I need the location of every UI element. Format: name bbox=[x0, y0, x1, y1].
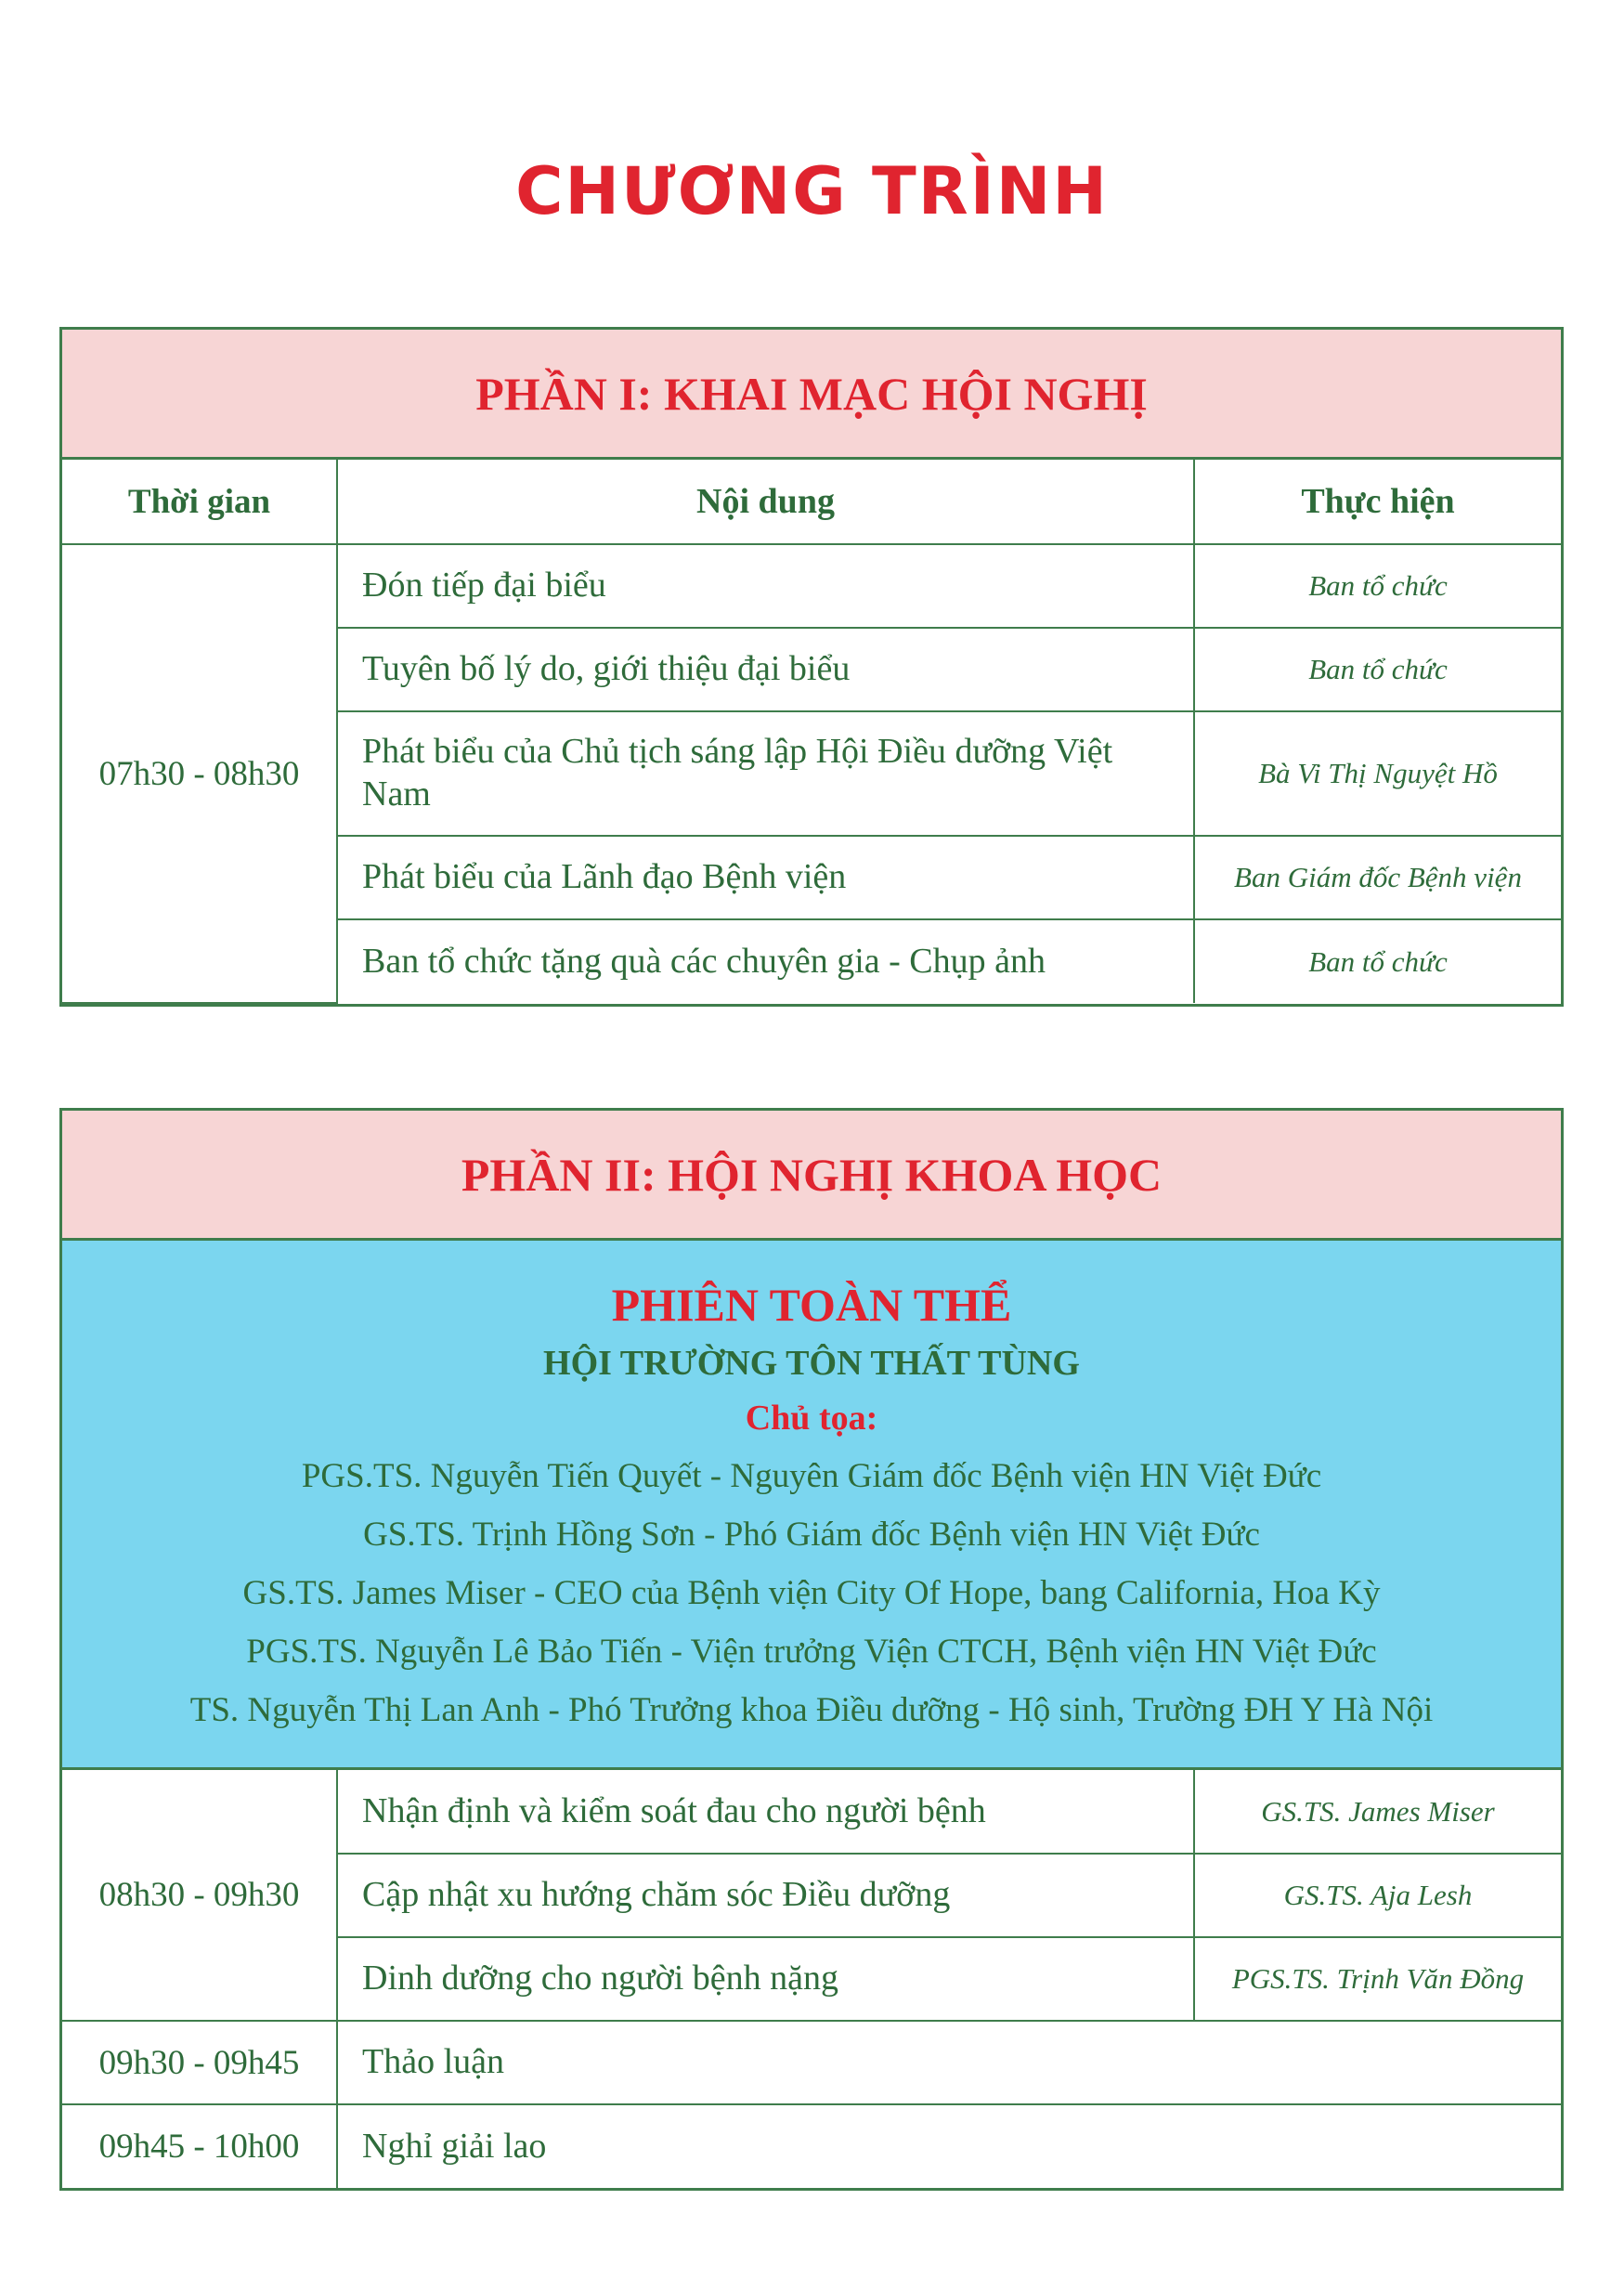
chair-label: Chủ tọa: bbox=[745, 1399, 878, 1438]
page-title: CHƯƠNG TRÌNH bbox=[515, 153, 1109, 229]
chair-person: GS.TS. Trịnh Hồng Sơn - Phó Giám đốc Bệnh viện HN Việt Đức bbox=[363, 1516, 1260, 1554]
row-exec: PGS.TS. Trịnh Văn Đồng bbox=[1194, 1937, 1561, 2021]
plenary-title: PHIÊN TOÀN THỂ bbox=[611, 1279, 1012, 1331]
row-content: Đón tiếp đại biểu bbox=[337, 544, 1194, 628]
chair-person: TS. Nguyễn Thị Lan Anh - Phó Trưởng khoa Điều dưỡng - Hộ sinh, Trường ĐH Y Hà Nội bbox=[189, 1691, 1434, 1729]
row-content: Nhận định và kiểm soát đau cho người bệnh bbox=[337, 1770, 1194, 1854]
part1-section bbox=[59, 327, 1564, 1007]
row-content: Phát biểu của Lãnh đạo Bệnh viện bbox=[337, 836, 1194, 919]
table-row bbox=[62, 2021, 1561, 2104]
row-content: Phát biểu của Chủ tịch sáng lập Hội Điều dưỡng Việt Nam bbox=[337, 711, 1194, 836]
part2-time1: 08h30 - 09h30 bbox=[62, 1770, 337, 2021]
plenary-block bbox=[62, 1241, 1561, 1770]
table-row bbox=[62, 1770, 1561, 1854]
row-exec: GS.TS. James Miser bbox=[1194, 1770, 1561, 1854]
row-content: Dinh dưỡng cho người bệnh nặng bbox=[337, 1937, 1194, 2021]
part1-heading: PHẦN I: KHAI MẠC HỘI NGHỊ bbox=[62, 330, 1561, 460]
row-exec: Ban tổ chức bbox=[1194, 919, 1561, 1003]
plenary-hall: HỘI TRƯỜNG TÔN THẤT TÙNG bbox=[543, 1344, 1080, 1383]
part2-heading: PHẦN II: HỘI NGHỊ KHOA HỌC bbox=[62, 1111, 1561, 1241]
chair-person: PGS.TS. Nguyễn Lê Bảo Tiến - Viện trưởng Viện CTCH, Bệnh viện HN Việt Đức bbox=[246, 1633, 1377, 1671]
row-content: Cập nhật xu hướng chăm sóc Điều dưỡng bbox=[337, 1854, 1194, 1937]
discussion-content: Thảo luận bbox=[337, 2021, 1561, 2104]
row-content: Ban tổ chức tặng quà các chuyên gia - Chụp ảnh bbox=[337, 919, 1194, 1003]
part2-table bbox=[62, 1770, 1561, 2188]
part1-time: 07h30 - 08h30 bbox=[62, 544, 337, 1003]
col-time-header: Thời gian bbox=[62, 460, 337, 544]
row-exec: Ban tổ chức bbox=[1194, 628, 1561, 711]
row-exec: GS.TS. Aja Lesh bbox=[1194, 1854, 1561, 1937]
col-exec-header: Thực hiện bbox=[1194, 460, 1561, 544]
part2-section bbox=[59, 1108, 1564, 2191]
chair-person: PGS.TS. Nguyễn Tiến Quyết - Nguyên Giám đốc Bệnh viện HN Việt Đức bbox=[301, 1457, 1322, 1495]
col-content-header: Nội dung bbox=[337, 460, 1194, 544]
table-row bbox=[62, 2104, 1561, 2188]
row-exec: Bà Vi Thị Nguyệt Hồ bbox=[1194, 711, 1561, 836]
break-time: 09h45 - 10h00 bbox=[62, 2104, 337, 2188]
row-exec: Ban tổ chức bbox=[1194, 544, 1561, 628]
discussion-time: 09h30 - 09h45 bbox=[62, 2021, 337, 2104]
break-content: Nghỉ giải lao bbox=[337, 2104, 1561, 2188]
chair-person: GS.TS. James Miser - CEO của Bệnh viện City Of Hope, bang California, Hoa Kỳ bbox=[242, 1574, 1381, 1612]
row-content: Tuyên bố lý do, giới thiệu đại biểu bbox=[337, 628, 1194, 711]
part1-table bbox=[62, 460, 1561, 1004]
row-exec: Ban Giám đốc Bệnh viện bbox=[1194, 836, 1561, 919]
table-row bbox=[62, 544, 1561, 628]
table-header-row bbox=[62, 460, 1561, 544]
